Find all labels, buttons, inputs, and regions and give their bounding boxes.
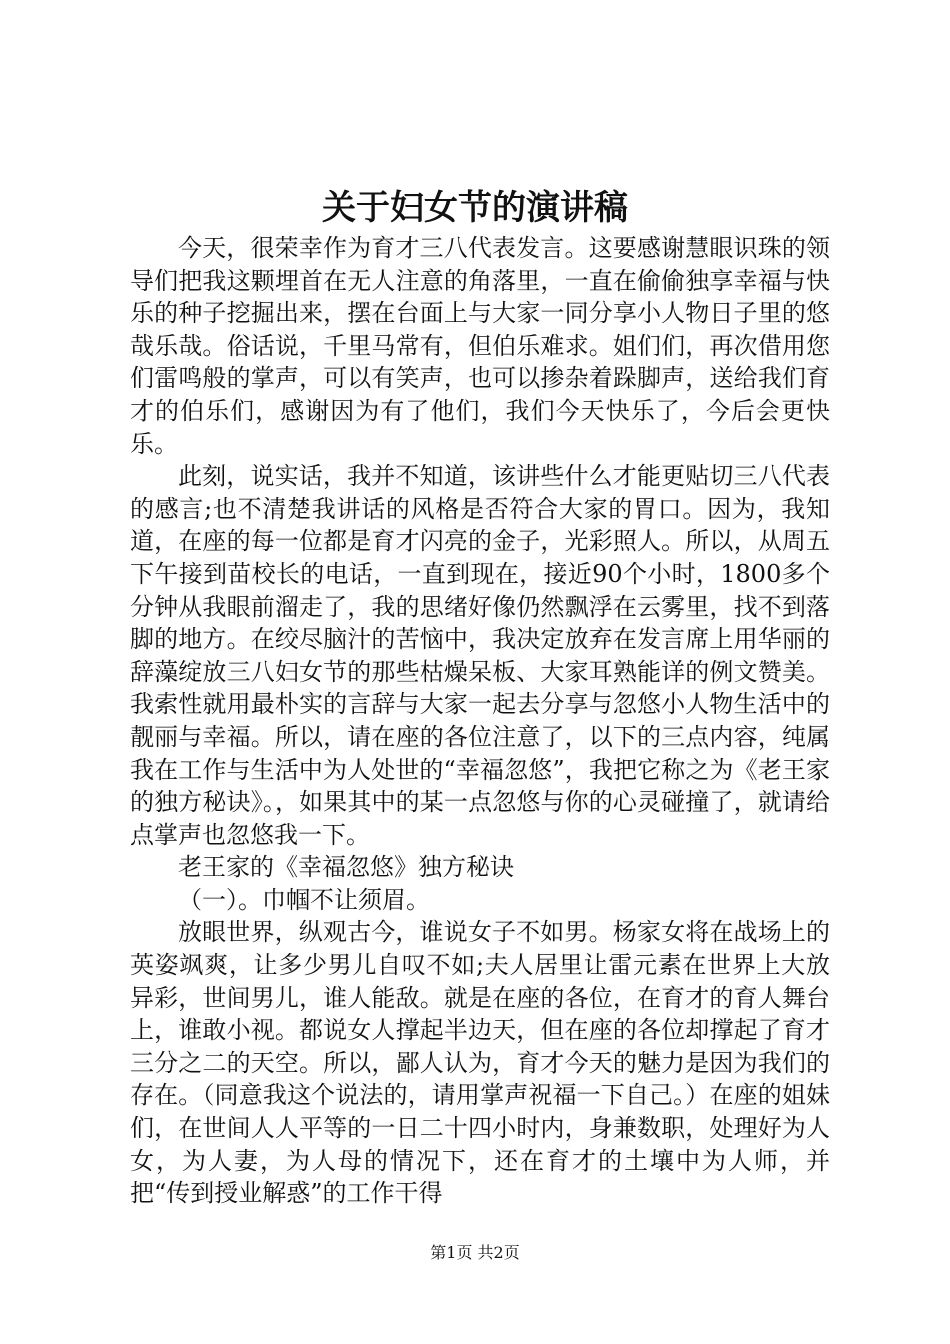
subsection-heading: （一）。巾帼不让须眉。	[178, 885, 430, 914]
paragraph-intro: 今天，很荣幸作为育才三八代表发言。这要感谢慧眼识珠的领导们把我这颗埋首在无人注意的角落里，一直在偷偷独享幸福与快乐的种子挖掘出来，摆在台面上与大家一同分享小人物日子里的悠哉乐哉。俗话说，千里马常有，但伯乐难求。姐们们，再次借用您们雷鸣般的掌声，可以有笑声，也可以掺杂着跺脚声，送给我们育才的伯乐们，感谢因为有了他们，我们今天快乐了，今后会更快乐。	[130, 234, 830, 458]
paragraph-women: 放眼世界，纵观古今，谁说女子不如男。杨家女将在战场上的英姿飒爽，让多少男儿自叹不如;夫人居里让雷元素在世界上大放异彩，世间男儿，谁人能敌。就是在座的各位，在育才的育人舞台上，谁敢小视。都说女人撑起半边天，但在座的各位却撑起了育才三分之二的天空。所以，鄙人认为，育才今天的魅力是因为我们的存在。（同意我这个说法的，请用掌声祝福一下自己。）在座的姐妹们，在世间人人平等的一日二十四小时内，身兼数职，处理好为人女，为人妻，为人母的情况下，还在育才的土壤中为人师，并把“传到授业解惑”的工作干得	[130, 918, 830, 1208]
paragraph-thoughts: 此刻，说实话，我并不知道，该讲些什么才能更贴切三八代表的感言;也不清楚我讲话的风格是否符合大家的胃口。因为，我知道，在座的每一位都是育才闪亮的金子，光彩照人。所以，从周五下午接到苗校长的电话，一直到现在，接近90个小时，1800多个分钟从我眼前溜走了，我的思绪好像仍然飘浮在云雾里，找不到落脚的地方。在绞尽脑汁的苦恼中，我决定放弃在发言席上用华丽的辞藻绽放三八妇女节的那些枯燥呆板、大家耳熟能详的例文赞美。我索性就用最朴实的言辞与大家一起去分享与忽悠小人物生活中的靓丽与幸福。所以，请在座的各位注意了，以下的三点内容，纯属我在工作与生活中为人处世的“幸福忽悠”，我把它称之为《老王家的独方秘诀》。，如果其中的某一点忽悠与你的心灵碰撞了，就请给点掌声也忽悠我一下。	[130, 462, 830, 849]
page-footer: 第1页 共2页	[430, 1243, 520, 1262]
document-title: 关于妇女节的演讲稿	[322, 188, 628, 228]
document-body	[130, 232, 830, 1210]
section-heading: 老王家的《幸福忽悠》独方秘诀	[178, 853, 514, 882]
